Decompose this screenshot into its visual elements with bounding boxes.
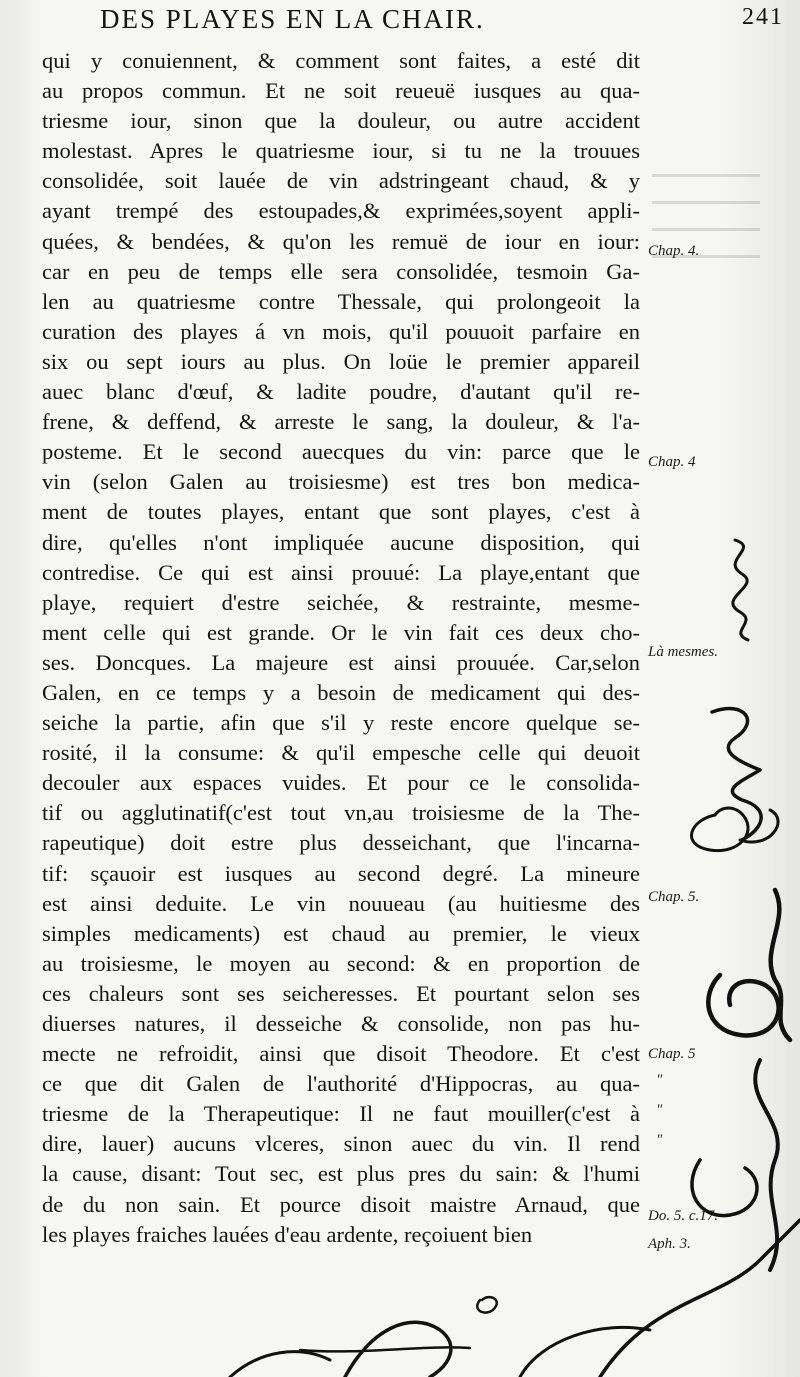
text-line: ses. Doncques. La majeure est ainsi prouuée. Car,selon: [42, 649, 640, 675]
text-line: dire, lauer) aucuns vlceres, sinon auec du vin. Il rend: [42, 1131, 640, 1157]
margin-note: Chap. 4: [648, 454, 696, 470]
text-line: ces chaleurs sont ses seicheresses. Et pourtant selon ses: [42, 980, 640, 1006]
text-line: rapeutique) doit estre plus desseichant, que l'incarna-: [42, 830, 640, 856]
ink-flourish: [230, 1352, 330, 1377]
text-line: est ainsi deduite. Le vin nouueau (au huitiesme des: [42, 890, 640, 916]
text-line: car en peu de temps elle sera consolidée, tesmoin Ga-: [42, 258, 640, 284]
body-text: [42, 46, 640, 1250]
text-line: ment de toutes playes, entant que sont playes, c'est à: [42, 499, 640, 525]
ink-squiggle: [733, 540, 748, 640]
margin-note: ": [656, 1132, 663, 1148]
text-line: Galen, en ce temps y a besoin de medicament qui des-: [42, 679, 640, 705]
text-line: la cause, disant: Tout sec, est plus pres du sain: & l'humi: [42, 1161, 640, 1187]
text-line: seiche la partie, afin que s'il y reste encore quelque se-: [42, 710, 640, 736]
text-line: decouler aux espaces vuides. Et pour ce le consolida-: [42, 770, 640, 796]
margin-note: Aph. 3.: [648, 1236, 691, 1252]
text-line: ce que dit Galen de l'authorité d'Hippocras, au qua-: [42, 1071, 640, 1097]
margin-note: Là mesmes.: [648, 644, 718, 660]
margin-note: Chap. 5: [648, 1046, 696, 1062]
ink-loop: [691, 808, 748, 851]
ink-squiggle: [712, 709, 761, 840]
text-line: ayant trempé des estoupades,& exprimées,soyent appli-: [42, 198, 640, 224]
text-line: les playes fraiches lauées d'eau ardente, reçoiuent bien: [42, 1221, 533, 1247]
text-line: playe, requiert d'estre seichée, & restrainte, mesme-: [42, 589, 640, 615]
text-line: triesme iour, sinon que la douleur, ou autre accident: [42, 108, 640, 134]
text-line: triesme de la Therapeutique: Il ne faut mouiller(c'est à: [42, 1101, 640, 1127]
text-line: ment celle qui est grande. Or le vin fait ces deux cho-: [42, 619, 640, 645]
ink-loop: [740, 810, 778, 842]
margin-note: Do. 5. c.17.: [648, 1208, 718, 1224]
text-line: dire, qu'elles n'ont impliquée aucune disposition, qui: [42, 529, 640, 555]
ink-loop: [477, 1297, 497, 1312]
text-line: quées, & bendées, & qu'on les remuë de iour en iour:: [42, 228, 640, 254]
text-line: curation des playes á vn mois, qu'il pouuoit parfaire en: [42, 318, 640, 344]
text-line: mecte ne refroidit, ainsi que disoit Theodore. Et c'est: [42, 1041, 640, 1067]
text-line: consolidée, soit lauée de vin adstringeant chaud, & y: [42, 168, 640, 194]
margin-note: Chap. 4.: [648, 243, 700, 259]
text-line: postеme. Et le second auecques du vin: parce que le: [42, 439, 640, 465]
ink-flourish: [300, 1347, 470, 1351]
text-line: frene, & deffend, & arreste le sang, la douleur, & l'a-: [42, 409, 640, 435]
margin-note: ": [656, 1072, 663, 1088]
margin-note: Chap. 5.: [648, 889, 700, 905]
ink-flourish: [345, 1322, 451, 1377]
ink-flourish: [520, 1327, 650, 1377]
text-line: len au quatriesme contre Thessale, qui prolongeoit la: [42, 288, 640, 314]
ink-flourish: [771, 890, 790, 1040]
text-line: au troisiesme, le moyen au second: & en proportion de: [42, 950, 640, 976]
text-line: contredise. Ce qui est ainsi prouué: La playe,entant que: [42, 559, 640, 585]
text-line: molestast. Apres le quatriesme iour, si tu ne la trouues: [42, 138, 640, 164]
text-line: auec blanc d'œuf, & ladite poudre, d'autant qu'il re-: [42, 379, 640, 405]
text-line: qui y conuiennent, & comment sont faites, a esté dit: [42, 48, 640, 73]
ink-flourish: [755, 1060, 778, 1270]
text-line: diuerses natures, il desseiche & consolide, non pas hu-: [42, 1011, 640, 1036]
text-line: rosité, il la consume: & qu'il empesche celle qui deuoit: [42, 740, 640, 766]
text-line: tif ou agglutinatif(c'est tout vn,au troisiesme de la The-: [42, 800, 640, 826]
running-head: [100, 4, 784, 44]
text-line: tif: sçauoir est iusques au second degré. La mineure: [42, 860, 640, 886]
margin-note: ": [656, 1102, 663, 1118]
text-line: de du non sain. Et pource disoit maistre Arnaud, que: [42, 1191, 640, 1217]
text-line: simples medicaments) est chaud au premier, le vieux: [42, 920, 640, 946]
text-line: au propos commun. Et ne soit reueuë iusques au qua-: [42, 78, 640, 104]
page-number: 241: [742, 4, 784, 30]
text-line: vin (selon Galen au troisiesme) est tres bon medica-: [42, 469, 640, 495]
running-title: DES PLAYES EN LA CHAIR.: [100, 4, 485, 34]
ink-loop: [708, 975, 778, 1035]
text-line: six ou sept iours au plus. On loüe le premier appareil: [42, 348, 640, 374]
